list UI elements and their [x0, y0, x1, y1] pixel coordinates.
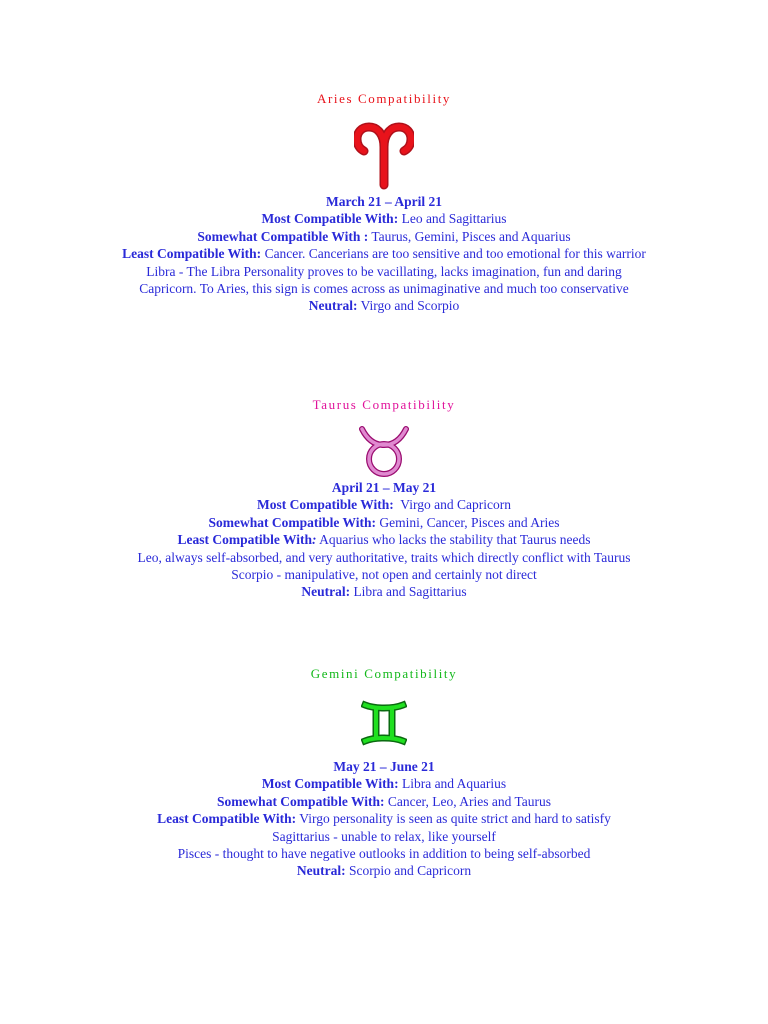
- aries-neutral-value: Virgo and Scorpio: [357, 298, 460, 314]
- taurus-most-label: Most Compatible With:: [257, 497, 394, 513]
- gemini-extra-2: Pisces - thought to have negative outlooks in addition to being self-absorbed: [177, 846, 591, 862]
- gemini-most-label: Most Compatible With:: [261, 776, 399, 792]
- taurus-somewhat-value: Gemini, Cancer, Pisces and Aries: [375, 514, 560, 530]
- aries-neutral-label: Neutral:: [308, 298, 358, 314]
- taurus-symbol-icon: [358, 423, 410, 479]
- gemini-section: [0, 666, 768, 880]
- aries-extra-1: Libra - The Libra Personality proves to be vacillating, lacks imagination, fun and daring: [146, 263, 622, 279]
- gemini-neutral-label: Neutral:: [296, 863, 346, 879]
- taurus-least-value: Aquarius who lacks the stability that Taurus needs: [316, 532, 591, 548]
- taurus-extra-1: Leo, always self-absorbed, and very authoritative, traits which directly conflict with Taurus: [137, 549, 631, 565]
- aries-least-value: Cancer. Cancerians are too sensitive and too emotional for this warrior: [261, 246, 646, 262]
- taurus-neutral-value: Libra and Sagittarius: [350, 584, 467, 600]
- taurus-section: [0, 397, 768, 601]
- gemini-neutral-value: Scorpio and Capricorn: [345, 863, 472, 879]
- aries-title: Aries Compatibility: [316, 91, 452, 106]
- taurus-most-value: Virgo and Capricorn: [393, 497, 511, 513]
- gemini-most-value: Libra and Aquarius: [398, 776, 507, 792]
- gemini-somewhat-label: Somewhat Compatible With:: [216, 793, 385, 809]
- taurus-neutral-label: Neutral:: [301, 584, 351, 600]
- aries-details: [104, 193, 664, 315]
- gemini-title: Gemini Compatibility: [310, 666, 458, 681]
- aries-extra-2: Capricorn. To Aries, this sign is comes across as unimaginative and much too conservative: [139, 281, 629, 297]
- gemini-somewhat-value: Cancer, Leo, Aries and Taurus: [384, 793, 552, 809]
- aries-most-label: Most Compatible With:: [261, 211, 399, 227]
- gemini-symbol-icon: [361, 700, 407, 746]
- aries-symbol-icon: [354, 121, 414, 191]
- gemini-least-label: Least Compatible With:: [157, 811, 297, 827]
- aries-somewhat-label: Somewhat Compatible With :: [197, 228, 369, 244]
- aries-most-value: Leo and Sagittarius: [398, 211, 507, 227]
- taurus-least-label: Least Compatible With: [177, 532, 312, 548]
- aries-somewhat-value: Taurus, Gemini, Pisces and Aquarius: [368, 228, 571, 244]
- taurus-details: [104, 479, 664, 601]
- gemini-dates: May 21 – June 21: [333, 759, 435, 774]
- taurus-title: Taurus Compatibility: [312, 397, 456, 412]
- taurus-least-colon: :: [312, 532, 317, 548]
- taurus-dates: April 21 – May 21: [331, 480, 437, 495]
- aries-section: [0, 91, 768, 315]
- gemini-details: [104, 758, 664, 880]
- gemini-extra-1: Sagittarius - unable to relax, like yourself: [272, 828, 496, 844]
- gemini-least-value: Virgo personality is seen as quite strict and hard to satisfy: [296, 811, 611, 827]
- taurus-somewhat-label: Somewhat Compatible With:: [208, 514, 376, 530]
- aries-dates: March 21 – April 21: [326, 194, 442, 209]
- aries-least-label: Least Compatible With:: [122, 246, 262, 262]
- taurus-extra-2: Scorpio - manipulative, not open and certainly not direct: [231, 567, 537, 583]
